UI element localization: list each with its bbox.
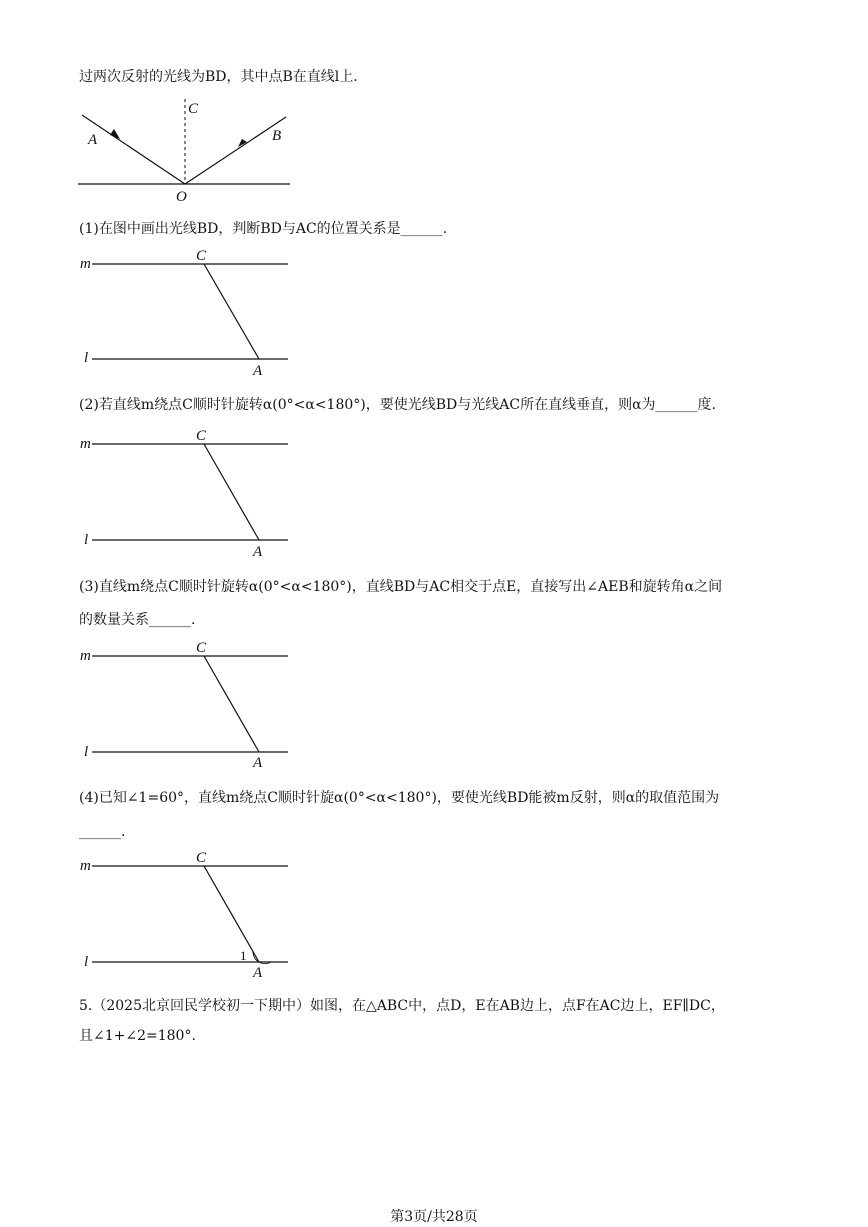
label-m: m: [80, 858, 91, 874]
label-l: l: [84, 744, 89, 760]
question-5-line-1: 5.（2025北京回民学校初一下期中）如图，在△ABC中，点D，E在AB边上，点F在AC边上，EF∥DC，: [79, 998, 725, 1014]
label-C: C: [196, 248, 207, 264]
figure-2: [70, 426, 310, 561]
question-4-line-1: (4)已知∠1=60°，直线m绕点C顺时针旋α(0°<α<180°)，要使光线BD能被m反射，则α的取值范围为: [79, 790, 720, 806]
label-A: A: [253, 544, 263, 560]
label-l: l: [84, 532, 89, 548]
label-m: m: [80, 436, 91, 452]
question-3-line-1: (3)直线m绕点C顺时针旋转α(0°<α<180°)，直线BD与AC相交于点E，直接写出∠AEB和旋转角α之间: [79, 579, 723, 595]
page-footer: 第3页/共28页: [390, 1209, 478, 1225]
label-C: C: [196, 428, 207, 444]
question-3-line-2: 的数量关系______.: [79, 612, 196, 628]
intro-text: 过两次反射的光线为BD，其中点B在直线l上.: [79, 69, 358, 85]
label-C: C: [188, 101, 199, 117]
figure-1: [70, 246, 310, 381]
label-B: B: [272, 128, 282, 144]
label-O: O: [176, 189, 187, 205]
label-A: A: [253, 363, 263, 379]
label-A: A: [253, 965, 263, 981]
label-A: A: [253, 755, 263, 771]
question-1: (1)在图中画出光线BD，判断BD与AC的位置关系是______.: [79, 221, 448, 237]
figure-4: [70, 848, 310, 983]
reflection-figure: [70, 95, 310, 205]
label-C: C: [196, 640, 207, 656]
label-m: m: [80, 648, 91, 664]
label-A: A: [88, 132, 98, 148]
label-l: l: [84, 954, 89, 970]
question-5-line-2: 且∠1+∠2=180°.: [79, 1028, 196, 1044]
question-2: (2)若直线m绕点C顺时针旋转α(0°<α<180°)，要使光线BD与光线AC所在直线垂直，则α为______度.: [79, 397, 716, 413]
question-4-line-2: ______.: [79, 824, 126, 840]
label-m: m: [80, 256, 91, 272]
figure-3: [70, 638, 310, 773]
incident-ray: [82, 115, 185, 184]
reflected-ray: [185, 117, 286, 184]
label-C: C: [196, 850, 207, 866]
label-angle-1: 1: [240, 948, 247, 963]
label-l: l: [84, 350, 89, 366]
